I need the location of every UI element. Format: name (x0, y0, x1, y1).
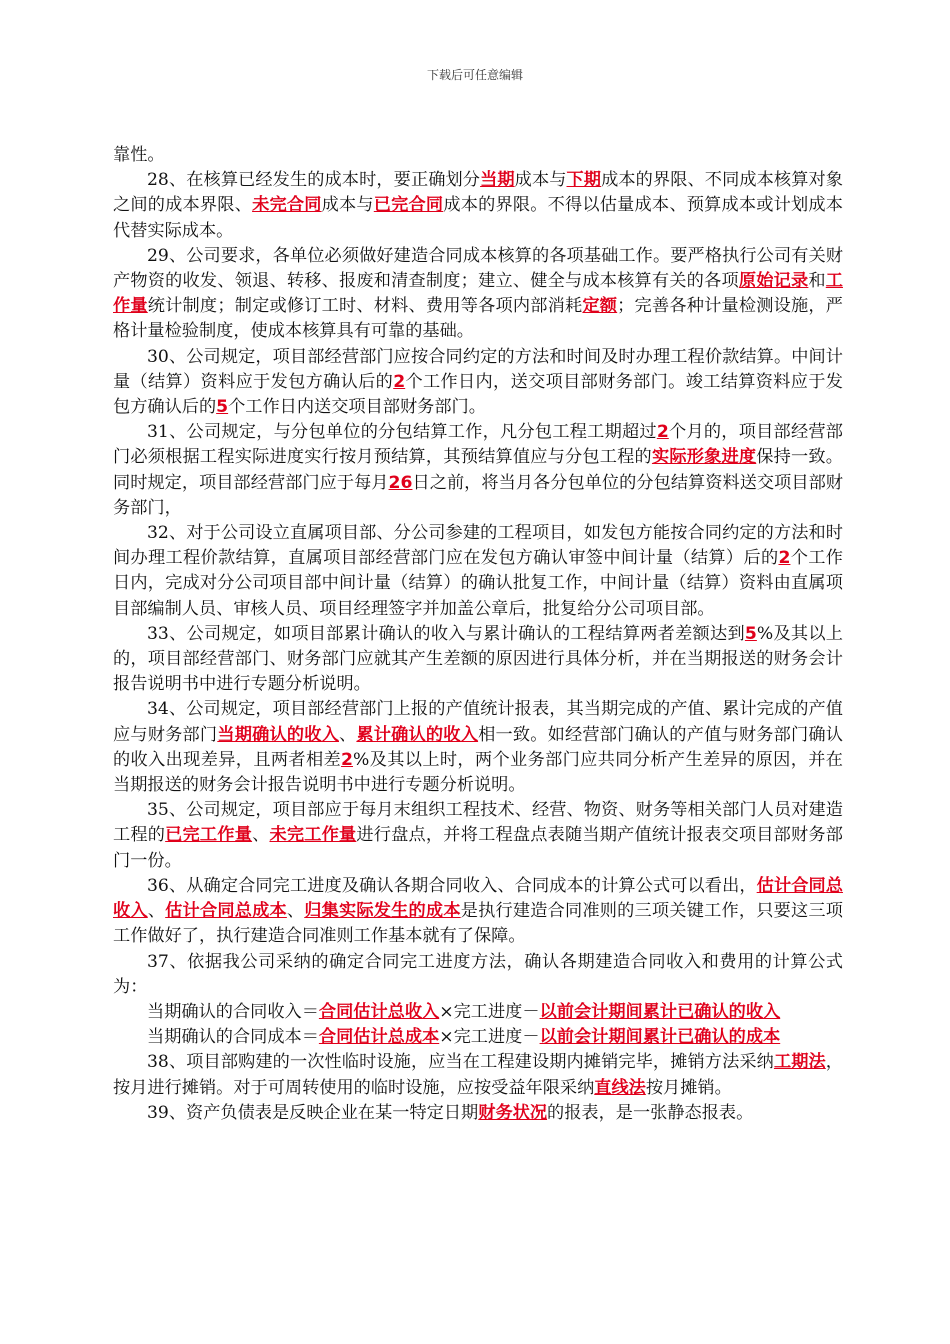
text-run: 相一致。如经营部门确认的产值与财务部门确认的收入出现差异，且两者相差 (113, 724, 843, 770)
text-run: %及其以上的，项目部经营部门、财务部门应就其产生差额的原因进行具体分析，并在当期报送的财务会计报告说明书中进行专题分析说明。 (113, 623, 843, 695)
paragraph (113, 420, 843, 521)
filled-answer: 2 (778, 548, 791, 569)
filled-answer: 已完工作量 (165, 825, 253, 846)
text-run: 34、公司规定，项目部经营部门上报的产值统计报表，其当期完成的产值、累计完成的产值应与财务部门 (113, 699, 843, 745)
filled-answer: 直线法 (594, 1077, 646, 1098)
text-run: 28、在核算已经发生的成本时，要正确划分 (147, 170, 481, 191)
filled-answer: 当期确认的收入 (217, 724, 339, 745)
filled-answer: 当期 (480, 170, 515, 191)
text-run: 成本与 (514, 170, 567, 191)
text-run: 日之前，将当月各分包单位的分包结算资料送交项目部财务部门， (113, 472, 843, 518)
text-run: ×完工进度－ (439, 1001, 540, 1022)
filled-answer: 累计确认的收入 (356, 724, 479, 745)
text-run: 31、公司规定，与分包单位的分包结算工作，凡分包工程工期超过 (147, 422, 657, 443)
paragraph (113, 622, 843, 698)
filled-answer: 财务状况 (478, 1102, 548, 1123)
text-run: 33、公司规定，如项目部累计确认的收入与累计确认的工程结算两者差额达到 (147, 623, 745, 644)
text-run: 个工作日内，送交项目部财务部门。竣工结算资料应于发包方确认后的 (113, 371, 843, 418)
paragraph (113, 697, 843, 798)
filled-answer: 已完合同 (373, 195, 444, 216)
text-run: 统计制度；制定或修订工时、材料、费用等各项内部消耗 (147, 296, 583, 317)
text-run: 成本的界限。不得以估量成本、预算成本或计划成本代替实际成本。 (113, 195, 843, 241)
filled-answer: 下期 (566, 170, 602, 191)
text-run: 、 (147, 901, 166, 922)
text-run: 36、从确定合同完工进度及确认各期合同收入、合同成本的计算公式可以看出， (147, 875, 757, 896)
filled-answer: 实际形象进度 (651, 447, 757, 468)
text-run: 当期确认的合同收入＝ (147, 1001, 319, 1022)
formula-line (113, 1025, 843, 1050)
filled-answer: 2 (341, 749, 354, 770)
text-run: 、 (286, 901, 305, 922)
text-run: 37、依据我公司采纳的确定合同完工进度方法，确认各期建造合同收入和费用的计算公式为： (113, 951, 843, 997)
text-run: 的报表，是一张静态报表。 (547, 1102, 754, 1123)
text-run: 成本的界限、不同成本核算对象之间的成本界限、 (113, 170, 843, 216)
text-run: ；完善各种计量检测设施，严格计量检验制度，使成本核算具有可靠的基础。 (113, 296, 843, 342)
text-run: 、 (339, 724, 357, 745)
filled-answer: 合同估计总收入 (318, 1001, 440, 1022)
text-run: 29、公司要求，各单位必须做好建造合同成本核算的各项基础工作。要严格执行公司有关财产物资的收发、领退、转移、报废和清查制度；建立、健全与成本核算有关的各项 (113, 245, 843, 292)
paragraph (113, 1101, 843, 1126)
text-run: 个工作日内送交项目部财务部门。 (228, 397, 486, 418)
document-body (113, 143, 843, 1126)
filled-answer: 5 (744, 623, 757, 644)
paragraph (113, 1050, 843, 1100)
paragraph (113, 244, 843, 345)
text-run: ，按月进行摊销。对于可周转使用的临时设施，应按受益年限采纳 (113, 1052, 843, 1098)
paragraph (113, 521, 843, 622)
paragraph (113, 345, 843, 421)
text-run: 靠性。 (113, 145, 165, 165)
text-run: 32、对于公司设立直属项目部、分公司参建的工程项目，如发包方能按合同约定的方法和时间办理工程价款结算，直属项目部经营部门应在发包方确认审签中间计量（结算）后的 (113, 523, 843, 569)
paragraph (113, 798, 843, 874)
text-run: %及其以上时，两个业务部门应共同分析产生差异的原因，并在当期报送的财务会计报告说明书中进行专题分析说明。 (113, 749, 843, 796)
text-run: 成本与 (321, 195, 374, 216)
text-run: 进行盘点，并将工程盘点表随当期产值统计报表交项目部财务部门一份。 (113, 825, 843, 871)
filled-answer: 归集实际发生的成本 (304, 901, 461, 922)
filled-answer: 未完合同 (252, 195, 322, 216)
filled-answer: 26 (388, 472, 413, 493)
paragraph (113, 950, 843, 1000)
filled-answer: 估计合同总成本 (165, 901, 287, 922)
paragraph (113, 143, 843, 168)
text-run: 个工作日内，完成对分公司项目部中间计量（结算）的确认批复工作，中间计量（结算）资料由直属项目部编制人员、审核人员、项目经理签字并加盖公章后，批复给分公司项目部。 (113, 548, 843, 619)
page-header: 下载后可任意编辑 (426, 68, 523, 82)
text-run: 和 (808, 271, 826, 292)
filled-answer: 以前会计期间累计已确认的收入 (539, 1001, 781, 1022)
filled-answer: 以前会计期间累计已确认的成本 (539, 1027, 781, 1048)
text-run: 35、公司规定，项目部应于每月末组织工程技术、经营、物资、财务等相关部门人员对建造工程的 (113, 800, 843, 846)
text-run: 保持一致。同时规定，项目部经营部门应于每月 (113, 447, 843, 493)
filled-answer: 原始记录 (738, 271, 809, 292)
filled-answer: 定额 (582, 296, 618, 317)
filled-answer: 5 (216, 397, 229, 418)
paragraph (113, 168, 843, 244)
text-run: 38、项目部购建的一次性临时设施，应当在工程建设期内摊销完毕，摊销方法采纳 (147, 1052, 774, 1073)
text-run: 个月的，项目部经营部门必须根据工程实际进度实行按月预结算，其预结算值应与分包工程的 (113, 422, 843, 468)
text-run: 当期确认的合同成本＝ (147, 1027, 319, 1048)
paragraph (113, 874, 843, 950)
filled-answer: 估计合同总收入 (113, 875, 843, 922)
filled-answer: 合同估计总成本 (318, 1027, 440, 1048)
text-run: 按月摊销。 (645, 1077, 732, 1098)
filled-answer: 2 (656, 422, 669, 443)
text-run: 是执行建造合同准则的三项关键工作，只要这三项工作做好了，执行建造合同准则工作基本就有了保障。 (113, 901, 843, 947)
text-run: ×完工进度－ (439, 1027, 540, 1048)
text-run: 39、资产负债表是反映企业在某一特定日期 (147, 1102, 479, 1123)
filled-answer: 工作量 (113, 271, 843, 317)
filled-answer: 未完工作量 (269, 825, 357, 846)
text-run: 、 (252, 825, 270, 846)
text-run: 30、公司规定，项目部经营部门应按合同约定的方法和时间及时办理工程价款结算。中间计量（结算）资料应于发包方确认后的 (113, 346, 843, 392)
formula-line (113, 1000, 843, 1025)
filled-answer: 2 (393, 371, 406, 392)
filled-answer: 工期法 (773, 1052, 826, 1073)
